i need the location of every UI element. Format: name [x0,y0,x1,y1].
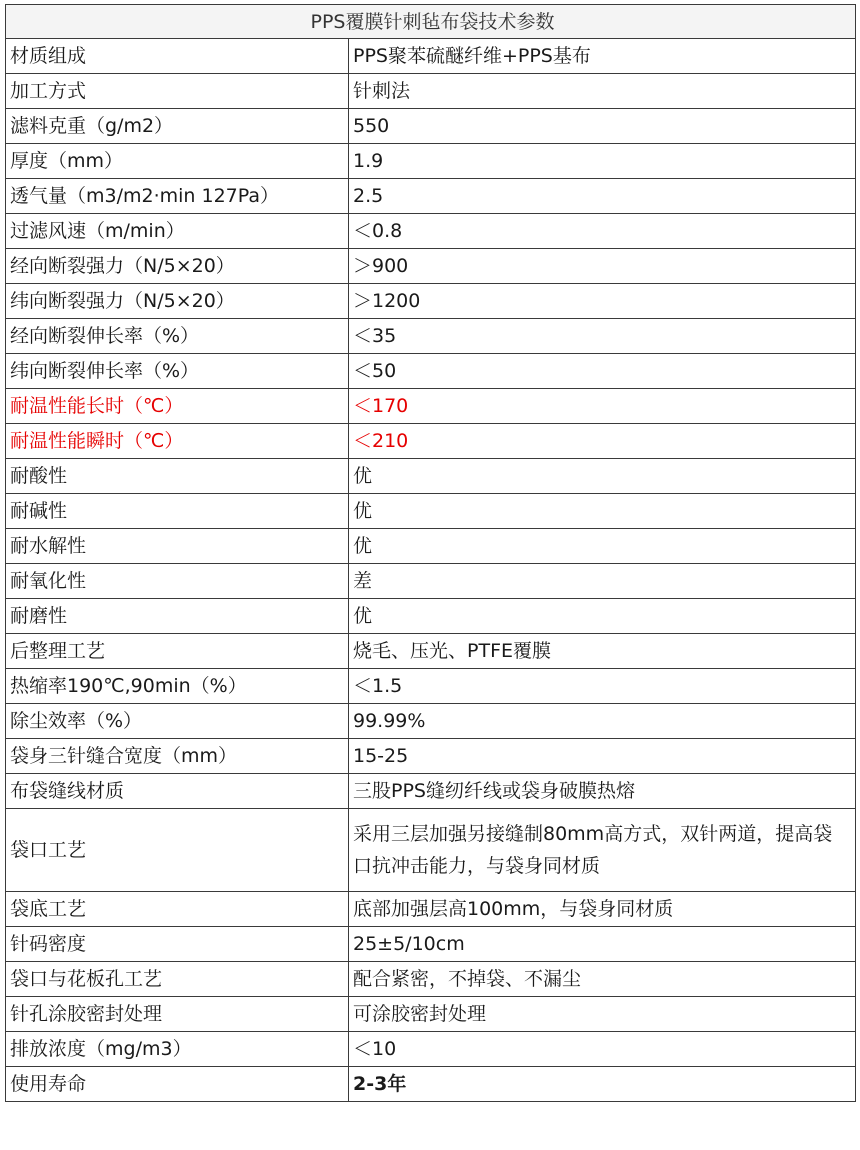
row-label: 耐氧化性 [6,564,349,599]
table-row [6,214,856,249]
row-label: 过滤风速（m/min） [6,214,349,249]
row-value: 针刺法 [349,74,856,109]
row-value: 配合紧密，不掉袋、不漏尘 [349,962,856,997]
table-row-highlight [6,389,856,424]
row-label: 使用寿命 [6,1067,349,1102]
table-row [6,704,856,739]
row-label: 纬向断裂伸长率（%） [6,354,349,389]
row-label: 耐温性能瞬时（℃） [6,424,349,459]
row-label: 热缩率190℃,90min（%） [6,669,349,704]
spec-table [5,4,856,1102]
row-label: 布袋缝线材质 [6,774,349,809]
row-value: 25±5/10cm [349,927,856,962]
row-value: 三股PPS缝纫纤线或袋身破膜热熔 [349,774,856,809]
row-value: PPS聚苯硫醚纤维+PPS基布 [349,39,856,74]
row-label: 耐磨性 [6,599,349,634]
row-value: ＞900 [349,249,856,284]
table-row [6,739,856,774]
row-label: 加工方式 [6,74,349,109]
table-row [6,809,856,892]
row-value: ＞1200 [349,284,856,319]
row-value: ＜170 [349,389,856,424]
row-label: 纬向断裂强力（N/5×20） [6,284,349,319]
row-label: 耐温性能长时（℃） [6,389,349,424]
row-label: 厚度（mm） [6,144,349,179]
table-row [6,1067,856,1102]
row-value: ＜10 [349,1032,856,1067]
row-label: 耐水解性 [6,529,349,564]
row-label: 针孔涂胶密封处理 [6,997,349,1032]
row-label: 袋身三针缝合宽度（mm） [6,739,349,774]
row-value: ＜1.5 [349,669,856,704]
table-row [6,109,856,144]
row-label: 排放浓度（mg/m3） [6,1032,349,1067]
table-row [6,74,856,109]
table-row [6,144,856,179]
row-label: 除尘效率（%） [6,704,349,739]
table-row [6,459,856,494]
row-label: 针码密度 [6,927,349,962]
row-value: 优 [349,459,856,494]
row-value: 99.99% [349,704,856,739]
row-value: 优 [349,494,856,529]
row-value: 采用三层加强另接缝制80mm高方式，双针两道，提高袋口抗冲击能力，与袋身同材质 [349,809,856,892]
row-label: 袋口与花板孔工艺 [6,962,349,997]
row-value: 优 [349,599,856,634]
table-row [6,1032,856,1067]
row-label: 透气量（m3/m2·min 127Pa） [6,179,349,214]
row-value: 550 [349,109,856,144]
table-row [6,494,856,529]
table-row [6,997,856,1032]
table-row [6,564,856,599]
table-row [6,962,856,997]
table-row [6,319,856,354]
row-value: 烧毛、压光、PTFE覆膜 [349,634,856,669]
row-value: ＜35 [349,319,856,354]
row-value: 2-3年 [349,1067,856,1102]
row-value: 2.5 [349,179,856,214]
row-label: 后整理工艺 [6,634,349,669]
row-value: 可涂胶密封处理 [349,997,856,1032]
table-row-highlight [6,424,856,459]
table-row [6,634,856,669]
row-label: 材质组成 [6,39,349,74]
table-row [6,39,856,74]
table-row [6,249,856,284]
row-value: ＜0.8 [349,214,856,249]
title-row [6,5,856,39]
table-row [6,599,856,634]
row-value: 优 [349,529,856,564]
row-label: 袋口工艺 [6,809,349,892]
table-row [6,892,856,927]
spec-sheet [5,4,855,1102]
table-row [6,529,856,564]
table-title: PPS覆膜针刺毡布袋技术参数 [6,5,856,39]
table-row [6,284,856,319]
table-row [6,354,856,389]
table-row [6,927,856,962]
row-value: ＜210 [349,424,856,459]
row-value: ＜50 [349,354,856,389]
row-value: 15-25 [349,739,856,774]
row-label: 耐碱性 [6,494,349,529]
row-label: 耐酸性 [6,459,349,494]
table-row [6,669,856,704]
table-row [6,774,856,809]
row-label: 袋底工艺 [6,892,349,927]
row-label: 滤料克重（g/m2） [6,109,349,144]
row-label: 经向断裂强力（N/5×20） [6,249,349,284]
row-value: 底部加强层高100mm，与袋身同材质 [349,892,856,927]
table-row [6,179,856,214]
row-label: 经向断裂伸长率（%） [6,319,349,354]
row-value: 差 [349,564,856,599]
row-value: 1.9 [349,144,856,179]
